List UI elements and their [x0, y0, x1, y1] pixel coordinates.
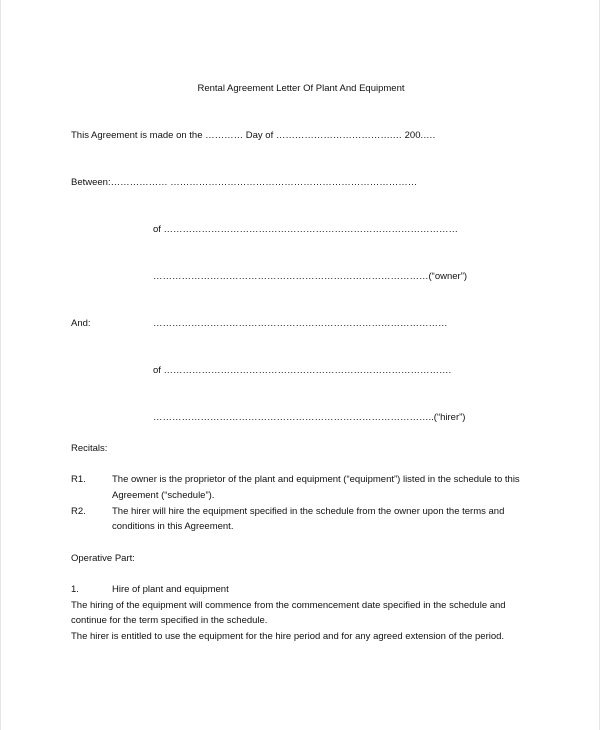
and-label: And: [71, 318, 91, 329]
clause1-para1-line1: The hiring of the equipment will commence from the commencement date specified in the schedule and [71, 600, 506, 611]
agreement-date-line: This Agreement is made on the ………… Day of ……………………………….… 200.…. [71, 130, 436, 141]
party1-owner-line: ……………………………………………………………………………(“owner”) [153, 271, 468, 282]
recital-r2-label: R2. [71, 506, 86, 517]
party1-address-line: of ………………………………………………………………………………… [153, 224, 459, 235]
document-title: Rental Agreement Letter Of Plant And Equipment [197, 83, 405, 94]
recital-r2-line1: The hirer will hire the equipment specified in the schedule from the owner upon the terms and [112, 506, 505, 517]
operative-heading: Operative Part: [71, 553, 135, 564]
party2-address-line: of ………………………………………………………………………………. [153, 365, 452, 376]
clause1-para2-line1: The hirer is entitled to use the equipment for the hire period and for any agreed extension of the period. [71, 631, 505, 642]
recital-r1-line2: Agreement (“schedule”). [112, 490, 215, 501]
between-line: Between:……………… …………………………………………………………………… [71, 177, 418, 188]
party2-name-line: ………………………………………………………………………………… [153, 318, 448, 329]
recital-r1-label: R1. [71, 474, 86, 485]
clause1-title: Hire of plant and equipment [112, 584, 229, 595]
recitals-heading: Recitals: [71, 443, 108, 454]
party2-hirer-line: ……………………………………………………………………………..(“hirer”) [153, 412, 466, 423]
recital-r1-line1: The owner is the proprietor of the plant and equipment (“equipment”) listed in the schedule to this [112, 474, 520, 485]
clause1-para1-line2: continue for the term specified in the schedule. [71, 615, 268, 626]
clause1-number: 1. [71, 584, 79, 595]
recital-r2-line2: conditions in this Agreement. [112, 521, 234, 532]
